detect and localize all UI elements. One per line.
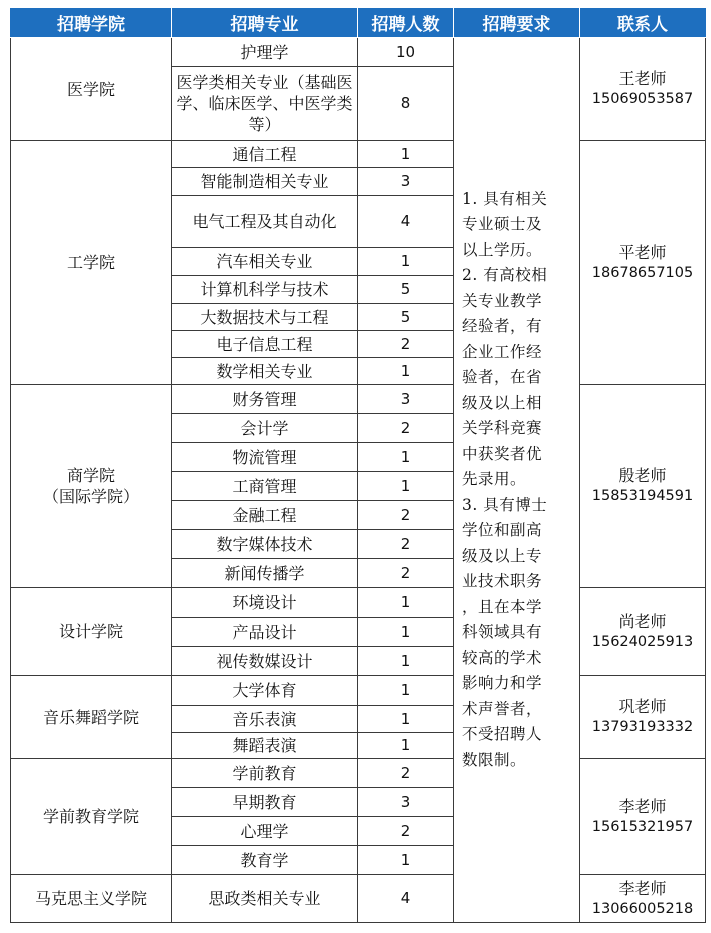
college-name: 商学院 — [66, 466, 115, 485]
requirement-line: 以上学历。 — [462, 240, 543, 259]
contact-cell — [580, 588, 706, 676]
major-cell: 心理学 — [172, 817, 358, 846]
major-cell: 电气工程及其自动化 — [172, 196, 358, 248]
count-cell: 5 — [358, 276, 454, 304]
major-cell: 大学体育 — [172, 676, 358, 706]
college-cell — [11, 38, 172, 141]
count-cell: 8 — [358, 67, 454, 141]
college-cell — [11, 588, 172, 676]
college-name: 学前教育学院 — [42, 807, 139, 826]
requirement-line: 1. 具有相关 — [462, 189, 548, 208]
count-cell: 1 — [358, 472, 454, 501]
contact-phone: 13793193332 — [591, 719, 694, 735]
count-cell: 1 — [358, 706, 454, 733]
count-cell: 2 — [358, 530, 454, 559]
header-count: 招聘人数 — [358, 8, 454, 38]
header-college: 招聘学院 — [11, 8, 172, 38]
major-cell: 大数据技术与工程 — [172, 304, 358, 331]
count-cell: 1 — [358, 676, 454, 706]
college-name: 马克思主义学院 — [34, 889, 147, 908]
count-cell: 1 — [358, 248, 454, 276]
college-name: 音乐舞蹈学院 — [42, 707, 139, 727]
major-cell: 思政类相关专业 — [172, 875, 358, 923]
major-cell: 数学相关专业 — [172, 358, 358, 385]
major-cell: 学前教育 — [172, 759, 358, 788]
requirement-line: 2. 有高校相 — [462, 266, 548, 285]
requirement-line: 验者，在省 — [462, 368, 543, 387]
contact-phone: 15069053587 — [591, 91, 694, 107]
count-cell: 1 — [358, 443, 454, 472]
requirement-line: 术声誉者， — [462, 699, 543, 718]
count-cell: 2 — [358, 414, 454, 443]
contact-phone: 15615321957 — [591, 818, 694, 835]
major-cell: 电子信息工程 — [172, 331, 358, 358]
count-cell: 1 — [358, 358, 454, 385]
requirement-line: 不受招聘人 — [462, 725, 543, 744]
major-cell: 音乐表演 — [172, 706, 358, 733]
college-cell — [11, 875, 172, 923]
major-cell: 工商管理 — [172, 472, 358, 501]
college-cell — [11, 759, 172, 875]
contact-cell — [580, 676, 706, 759]
major-cell: 金融工程 — [172, 501, 358, 530]
count-cell: 1 — [358, 846, 454, 875]
major-cell: 产品设计 — [172, 618, 358, 647]
header-major: 招聘专业 — [172, 8, 358, 38]
count-cell: 1 — [358, 588, 454, 618]
college-name-sub: （国际学院） — [42, 487, 139, 506]
major-cell: 早期教育 — [172, 788, 358, 817]
contact-cell — [580, 38, 706, 141]
major-cell: 会计学 — [172, 414, 358, 443]
major-cell: 数字媒体技术 — [172, 530, 358, 559]
contact-name: 李老师 — [618, 796, 667, 816]
table-row — [11, 38, 706, 67]
major-cell: 护理学 — [172, 38, 358, 67]
contact-phone: 18678657105 — [591, 264, 694, 281]
contact-cell — [580, 875, 706, 923]
count-cell: 2 — [358, 501, 454, 530]
count-cell: 3 — [358, 168, 454, 196]
requirement-line: 经验者，有 — [462, 317, 543, 336]
contact-name: 平老师 — [618, 242, 667, 262]
count-cell: 3 — [358, 385, 454, 414]
table-row — [11, 676, 706, 706]
requirement-line: 关学科竞赛 — [462, 419, 543, 438]
count-cell: 1 — [358, 618, 454, 647]
requirement-line: 级及以上相 — [462, 393, 543, 412]
major-cell: 新闻传播学 — [172, 559, 358, 588]
header-contact: 联系人 — [580, 8, 706, 38]
count-cell: 4 — [358, 875, 454, 923]
major-cell: 智能制造相关专业 — [172, 168, 358, 196]
requirement-line: 中获奖者优 — [462, 444, 543, 463]
count-cell: 10 — [358, 38, 454, 67]
major-cell: 舞蹈表演 — [172, 733, 358, 759]
requirement-line: 关专业教学 — [462, 291, 543, 310]
requirement-line: 企业工作经 — [462, 342, 543, 361]
contact-name: 尚老师 — [618, 611, 667, 631]
college-name: 设计学院 — [58, 622, 123, 641]
requirement-line: 科领域具有 — [462, 623, 543, 642]
count-cell: 3 — [358, 788, 454, 817]
requirement-line: 3. 具有博士 — [462, 495, 548, 514]
college-cell — [11, 385, 172, 588]
major-cell: 计算机科学与技术 — [172, 276, 358, 304]
major-cell: 财务管理 — [172, 385, 358, 414]
requirement-line: ，且在本学 — [462, 597, 543, 616]
count-cell: 1 — [358, 647, 454, 676]
college-name: 医学院 — [66, 79, 115, 99]
requirement-line: 数限制。 — [462, 750, 527, 769]
contact-phone: 15853194591 — [591, 488, 694, 504]
requirement-line: 专业硕士及 — [462, 215, 543, 234]
contact-name: 殷老师 — [618, 466, 667, 485]
requirement-line: 先录用。 — [462, 470, 527, 489]
requirement-line: 影响力和学 — [462, 674, 543, 693]
count-cell: 2 — [358, 759, 454, 788]
college-cell — [11, 141, 172, 385]
contact-cell — [580, 385, 706, 588]
requirement-line: 学位和副高 — [462, 521, 543, 540]
major-cell: 物流管理 — [172, 443, 358, 472]
contact-name: 李老师 — [618, 878, 667, 898]
table-row — [11, 875, 706, 923]
table-row — [11, 588, 706, 618]
major-cell: 环境设计 — [172, 588, 358, 618]
requirements-cell — [454, 38, 580, 923]
header-row — [11, 8, 706, 38]
table-row — [11, 759, 706, 788]
table-row — [11, 141, 706, 168]
count-cell: 4 — [358, 196, 454, 248]
count-cell: 5 — [358, 304, 454, 331]
recruitment-table — [10, 8, 706, 923]
college-name: 工学院 — [66, 253, 115, 272]
contact-phone: 15624025913 — [591, 633, 694, 650]
major-cell: 医学类相关专业（基础医学、临床医学、中医学类等） — [172, 67, 358, 141]
major-cell: 通信工程 — [172, 141, 358, 168]
count-cell: 2 — [358, 559, 454, 588]
contact-cell — [580, 141, 706, 385]
major-cell: 视传数媒设计 — [172, 647, 358, 676]
count-cell: 1 — [358, 733, 454, 759]
count-cell: 2 — [358, 817, 454, 846]
contact-phone: 13066005218 — [591, 900, 694, 917]
major-cell: 汽车相关专业 — [172, 248, 358, 276]
contact-cell — [580, 759, 706, 875]
contact-name: 巩老师 — [618, 697, 667, 716]
requirement-line: 级及以上专 — [462, 546, 543, 565]
requirement-line: 业技术职务 — [462, 572, 543, 591]
count-cell: 2 — [358, 331, 454, 358]
requirement-line: 较高的学术 — [462, 648, 543, 667]
count-cell: 1 — [358, 141, 454, 168]
college-cell — [11, 676, 172, 759]
contact-name: 王老师 — [618, 69, 667, 88]
table-row — [11, 385, 706, 414]
header-requirements: 招聘要求 — [454, 8, 580, 38]
major-cell: 教育学 — [172, 846, 358, 875]
